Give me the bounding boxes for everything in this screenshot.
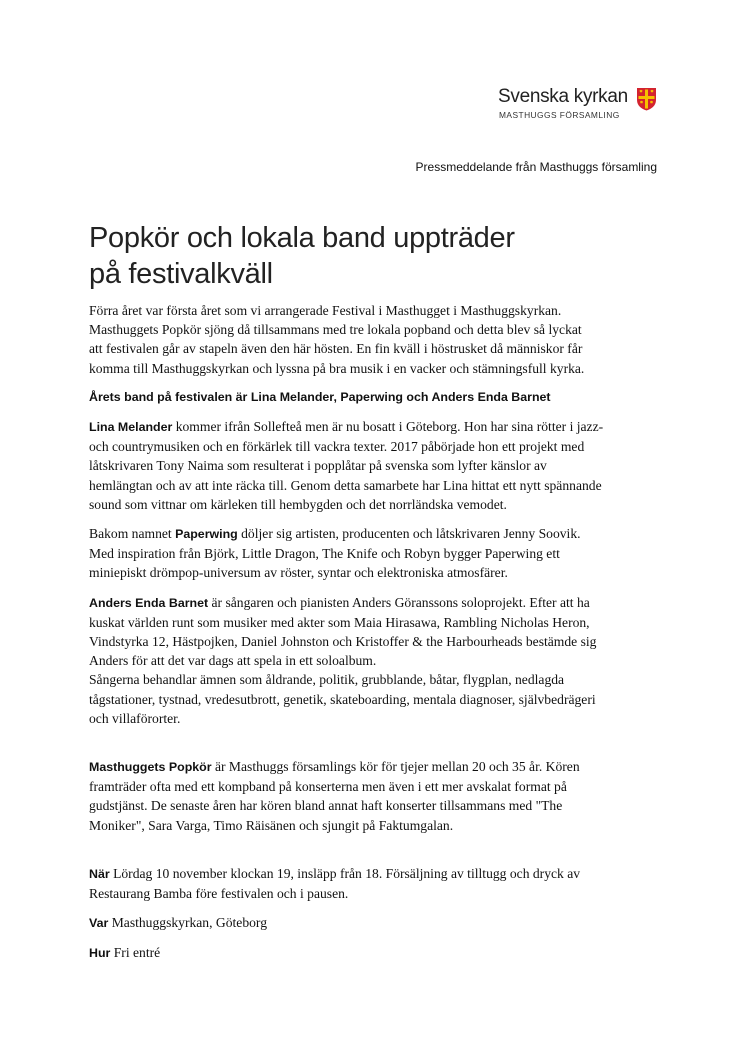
paperwing-line: miniepiskt drömpop-universum av röster, syntar och elektroniska atmosfärer.	[89, 565, 508, 581]
anders-line: tågstationer, tystnad, vredesutbrott, genetik, skateboarding, mentala diagnoser, självbedrägeri	[89, 691, 596, 707]
how-paragraph	[89, 943, 669, 963]
title-line-1: Popkör och lokala band uppträder	[89, 222, 515, 254]
spacer	[89, 845, 669, 864]
cross-crown-icon	[636, 87, 657, 111]
popkor-line	[89, 757, 669, 777]
how-line	[89, 943, 669, 963]
anders-paragraph	[89, 593, 669, 728]
intro-line: komma till Masthuggskyrkan och lyssna på bra musik i en vacker och stämningsfull kyrka.	[89, 360, 585, 376]
lina-name: Lina Melander	[89, 420, 173, 435]
intro-line: Masthuggets Popkör sjöng då tillsammans med tre lokala popband och detta blev så lyckat	[89, 322, 582, 338]
intro-line: att festivalen går av stapeln även den här hösten. En fin kväll i höstrusket då människor får	[89, 341, 583, 357]
anders-line: Vindstyrka 12, Hästpojken, Daniel Johnston och Kristoffer & the Harbourheads bestämde sig	[89, 634, 597, 650]
paperwing-line	[89, 524, 669, 544]
lina-paragraph	[89, 417, 669, 514]
when-value: Lördag 10 november klockan 19, insläpp från 18. Försäljning av tilltugg och dryck av	[109, 865, 581, 881]
anders-line: Sångerna behandlar ämnen som åldrande, politik, grubblande, båtar, flygplan, nedlagda	[89, 672, 565, 688]
when-label: När	[89, 866, 110, 881]
paperwing-paragraph	[89, 524, 669, 583]
lina-line: låtskrivaren Tony Naima som resulterat i popplåtar på svenska som lyfter känslor av	[89, 458, 547, 474]
anders-line: Anders för att det var dags att spela in ett soloalbum.	[89, 653, 377, 669]
lina-first-line: kommer ifrån Sollefteå men är nu bosatt i Göteborg. Hon har sina rötter i jazz-	[172, 419, 604, 435]
lina-line: och countrymusiken och en förkärlek till vackra texter. 2017 påbörjade hon ett projekt med	[89, 439, 585, 455]
anders-line: och villaförorter.	[89, 710, 181, 726]
press-release-line: Pressmeddelande från Masthuggs församling	[415, 160, 657, 174]
how-value: Fri entré	[110, 945, 161, 961]
popkor-name: Masthuggets Popkör	[89, 760, 212, 775]
paperwing-line: Med inspiration från Björk, Little Dragon, The Knife och Robyn bygger Paperwing ett	[89, 546, 560, 562]
spacer	[89, 738, 669, 757]
where-value: Masthuggskyrkan, Göteborg	[108, 915, 268, 931]
popkor-first-line: är Masthuggs församlings kör för tjejer mellan 20 och 35 år. Kören	[211, 759, 580, 775]
when-line: Restaurang Bamba före festivalen och i pausen.	[89, 886, 349, 902]
paperwing-first-line: döljer sig artisten, producenten och låtskrivaren Jenny Soovik.	[237, 526, 581, 542]
where-label: Var	[89, 916, 109, 931]
article-body	[89, 301, 669, 974]
logo-name: Svenska kyrkan	[498, 86, 628, 107]
lina-line: sound som vittnar om kärleken till hembygden och det norrländska vemodet.	[89, 496, 507, 512]
intro-paragraph	[89, 301, 669, 378]
when-line	[89, 864, 669, 884]
popkor-line: framträder ofta med ett kompband på konserterna men även i ett mer avskalat format på	[89, 779, 567, 795]
intro-line: Förra året var första året som vi arrangerade Festival i Masthugget i Masthuggskyrkan.	[89, 303, 562, 318]
popkor-line: Moniker", Sara Varga, Timo Räisänen och sjungit på Faktumgalan.	[89, 817, 454, 833]
where-line	[89, 913, 669, 933]
lina-line: hemlängtan och av att inte räcka till. Genom detta samarbete har Lina hittat ett nytt spännande	[89, 477, 602, 493]
where-paragraph	[89, 913, 669, 933]
lina-line	[89, 417, 669, 437]
paperwing-prefix: Bakom namnet	[89, 526, 176, 542]
popkor-paragraph	[89, 757, 669, 835]
anders-first-line: är sångaren och pianisten Anders Göranssons soloprojekt. Efter att ha	[208, 594, 590, 610]
paperwing-name: Paperwing	[175, 527, 238, 542]
logo-subtitle: MASTHUGGS FÖRSAMLING	[499, 110, 620, 120]
svenska-kyrkan-logo	[498, 86, 660, 126]
bands-subheading: Årets band på festivalen är Lina Melander, Paperwing och Anders Enda Barnet	[89, 389, 551, 404]
title-line-2: på festivalkväll	[89, 258, 273, 290]
when-paragraph	[89, 864, 669, 903]
anders-name: Anders Enda Barnet	[89, 595, 209, 610]
how-label: Hur	[89, 946, 111, 961]
anders-line	[89, 593, 669, 613]
anders-line: kuskat världen runt som musiker med akter som Maia Hirasawa, Rambling Nicholas Heron,	[89, 614, 590, 630]
page-title	[89, 220, 689, 292]
popkor-line: gudstjänst. De senaste åren har kören bland annat haft konserter tillsammans med "The	[89, 798, 563, 814]
